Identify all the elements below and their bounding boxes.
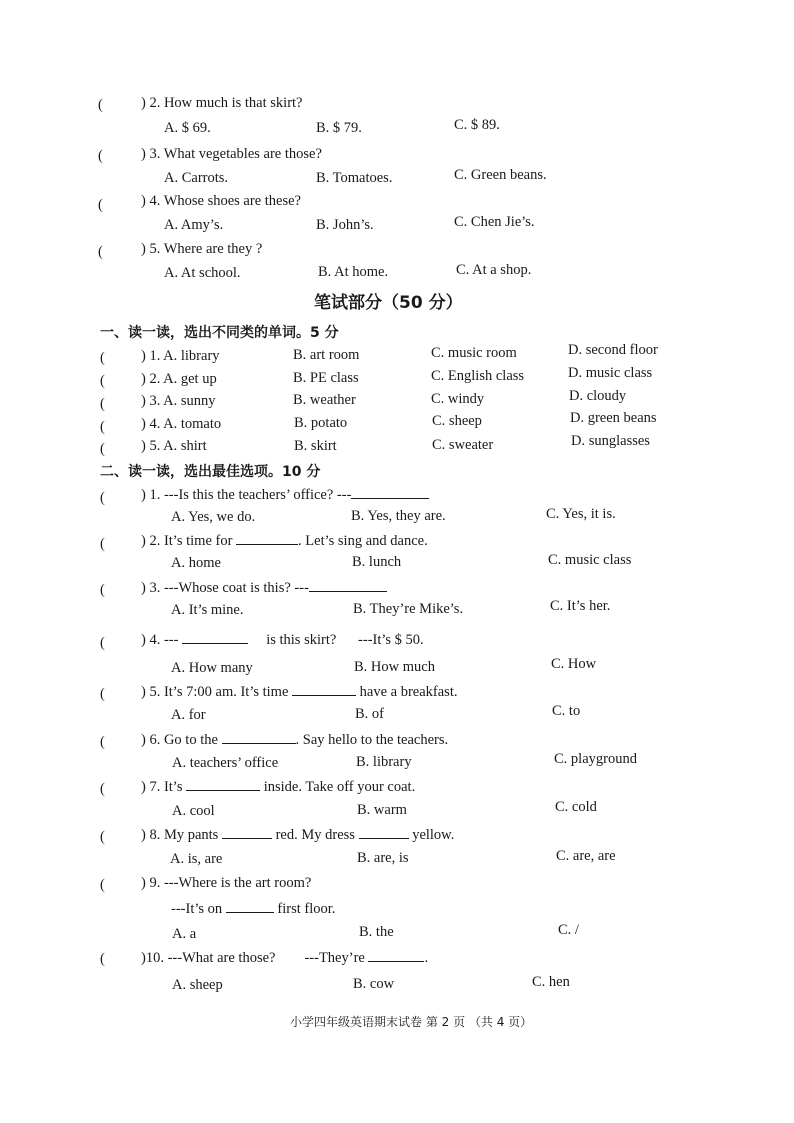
- answer-paren[interactable]: (: [100, 734, 105, 750]
- answer-blank[interactable]: [351, 486, 429, 499]
- question-stem: [141, 826, 454, 844]
- answer-blank[interactable]: [236, 532, 298, 545]
- answer-paren[interactable]: (: [100, 490, 105, 506]
- option-a: A. Yes, we do.: [171, 509, 256, 525]
- option-b: B. John’s.: [316, 217, 374, 233]
- option-b: B. are, is: [357, 850, 409, 866]
- stem-text: is this skirt?: [266, 632, 337, 648]
- answer-paren[interactable]: (: [100, 419, 105, 435]
- option-a: A. It’s mine.: [171, 602, 244, 618]
- option-b: B. potato: [294, 415, 348, 431]
- option-c: C. sheep: [432, 413, 482, 429]
- option-c: C. Yes, it is.: [546, 506, 616, 522]
- option-d: D. second floor: [568, 342, 658, 358]
- stem-text: .: [424, 950, 429, 966]
- option-b: B. warm: [357, 802, 407, 818]
- stem-text: ) 8. My pants: [141, 827, 219, 843]
- answer-paren[interactable]: (: [98, 197, 103, 213]
- option-b: B. $ 79.: [316, 120, 362, 136]
- question-stem: ) 9. ---Where is the art room?: [141, 875, 312, 891]
- answer-blank[interactable]: [368, 949, 424, 962]
- part2-heading: 二、读一读，选出最佳选项。10 分: [100, 464, 321, 480]
- answer-paren[interactable]: (: [100, 686, 105, 702]
- option-b: B. cow: [353, 976, 395, 992]
- option-a: A. cool: [172, 803, 215, 819]
- option-a: A. home: [171, 555, 221, 571]
- page-footer: 小学四年级英语期末试卷 第 2 页 （共 4 页）: [290, 1015, 533, 1029]
- option-b: B. Tomatoes.: [316, 170, 393, 186]
- option-a: ) 1. A. library: [141, 348, 220, 364]
- option-a: A. Amy’s.: [164, 217, 224, 233]
- question-stem: [141, 532, 428, 550]
- option-b: B. They’re Mike’s.: [353, 601, 464, 617]
- question-stem: ) 3. What vegetables are those?: [141, 146, 322, 162]
- answer-blank[interactable]: [359, 826, 409, 839]
- option-b: B. How much: [354, 659, 435, 675]
- option-c: C. hen: [532, 974, 570, 990]
- option-c: C. $ 89.: [454, 117, 500, 133]
- option-b: B. PE class: [293, 370, 359, 386]
- answer-paren[interactable]: (: [98, 148, 103, 164]
- option-a: A. $ 69.: [164, 120, 211, 136]
- answer-paren[interactable]: (: [100, 781, 105, 797]
- question-line2: [171, 900, 335, 918]
- answer-paren[interactable]: (: [100, 829, 105, 845]
- stem-text: have a breakfast.: [359, 684, 458, 700]
- option-a: ) 5. A. shirt: [141, 438, 207, 454]
- stem-text: ) 7. It’s: [141, 779, 183, 795]
- answer-paren[interactable]: (: [100, 877, 105, 893]
- option-a: ) 4. A. tomato: [141, 416, 222, 432]
- option-a: A. At school.: [164, 265, 241, 281]
- answer-blank[interactable]: [186, 778, 260, 791]
- option-c: C. sweater: [432, 437, 494, 453]
- option-b: B. Yes, they are.: [351, 508, 446, 524]
- option-a: A. Carrots.: [164, 170, 229, 186]
- answer-paren[interactable]: (: [100, 635, 105, 651]
- stem-text: ---It’s on: [171, 901, 223, 917]
- option-d: D. sunglasses: [571, 433, 650, 449]
- answer-paren[interactable]: (: [100, 396, 105, 412]
- question-stem: ) 4. Whose shoes are these?: [141, 193, 301, 209]
- question-stem: [141, 579, 387, 597]
- option-a: A. sheep: [172, 977, 223, 993]
- option-c: C. music room: [431, 345, 517, 361]
- part1-heading: 一、读一读，选出不同类的单词。5 分: [100, 325, 339, 341]
- stem-text: ---It’s $ 50.: [358, 632, 424, 648]
- answer-blank[interactable]: [182, 631, 248, 644]
- option-a: A. teachers’ office: [172, 755, 279, 771]
- answer-blank[interactable]: [309, 579, 387, 592]
- option-d: D. music class: [568, 365, 653, 381]
- option-c: C. It’s her.: [550, 598, 611, 614]
- question-stem: [141, 486, 429, 504]
- answer-blank[interactable]: [226, 900, 274, 913]
- option-a: ) 2. A. get up: [141, 371, 217, 387]
- stem-text: ) 4. ---: [141, 632, 179, 648]
- option-c: C. cold: [555, 799, 597, 815]
- option-c: C. /: [558, 922, 579, 938]
- option-c: C. music class: [548, 552, 632, 568]
- option-c: C. How: [551, 656, 597, 672]
- stem-text: ) 1. ---Is this the teachers’ office? ---: [141, 487, 352, 503]
- stem-text: red. My dress: [275, 827, 355, 843]
- option-a: A. for: [171, 707, 206, 723]
- stem-text: ) 6. Go to the: [141, 732, 218, 748]
- answer-paren[interactable]: (: [100, 582, 105, 598]
- question-stem: [141, 778, 415, 796]
- answer-blank[interactable]: [222, 731, 296, 744]
- question-stem: [141, 949, 428, 967]
- option-a: A. a: [172, 926, 197, 942]
- question-stem: ) 2. How much is that skirt?: [141, 95, 303, 111]
- option-a: ) 3. A. sunny: [141, 393, 216, 409]
- option-b: B. weather: [293, 392, 356, 408]
- answer-paren[interactable]: (: [100, 350, 105, 366]
- option-c: C. windy: [431, 391, 485, 407]
- answer-paren[interactable]: (: [100, 951, 105, 967]
- stem-text: first floor.: [277, 901, 336, 917]
- option-c: C. Chen Jie’s.: [454, 214, 535, 230]
- stem-text: )10. ---What are those?: [141, 950, 276, 966]
- stem-text: ---They’re: [304, 950, 365, 966]
- option-b: B. of: [355, 706, 384, 722]
- written-section-title: 笔试部分（50 分）: [314, 293, 463, 313]
- question-stem: ) 5. Where are they ?: [141, 241, 263, 257]
- option-c: C. are, are: [556, 848, 616, 864]
- option-a: A. is, are: [170, 851, 223, 867]
- answer-paren[interactable]: (: [100, 373, 105, 389]
- option-d: D. green beans: [570, 410, 657, 426]
- question-stem: [141, 731, 448, 749]
- option-b: B. art room: [293, 347, 360, 363]
- stem-text: . Say hello to the teachers.: [295, 732, 449, 748]
- option-c: C. playground: [554, 751, 637, 767]
- option-c: C. English class: [431, 368, 525, 384]
- answer-paren[interactable]: (: [98, 97, 103, 113]
- stem-text: yellow.: [412, 827, 455, 843]
- stem-text: ) 3. ---Whose coat is this? ---: [141, 580, 309, 596]
- answer-paren[interactable]: (: [100, 536, 105, 552]
- answer-blank[interactable]: [222, 826, 272, 839]
- option-b: B. the: [359, 924, 394, 940]
- option-b: B. lunch: [352, 554, 402, 570]
- stem-text: ) 2. It’s time for: [141, 533, 233, 549]
- question-stem: [141, 631, 424, 649]
- answer-paren[interactable]: (: [100, 441, 105, 457]
- option-d: D. cloudy: [569, 388, 627, 404]
- stem-text: ) 5. It’s 7:00 am. It’s time: [141, 684, 289, 700]
- option-c: C. to: [552, 703, 581, 719]
- option-c: C. At a shop.: [456, 262, 532, 278]
- answer-blank[interactable]: [292, 683, 356, 696]
- option-c: C. Green beans.: [454, 167, 547, 183]
- stem-text: inside. Take off your coat.: [263, 779, 416, 795]
- option-b: B. At home.: [318, 264, 389, 280]
- option-b: B. library: [356, 754, 412, 770]
- option-b: B. skirt: [294, 438, 337, 454]
- question-stem: [141, 683, 457, 701]
- option-a: A. How many: [171, 660, 253, 676]
- answer-paren[interactable]: (: [98, 244, 103, 260]
- stem-text: . Let’s sing and dance.: [298, 533, 428, 549]
